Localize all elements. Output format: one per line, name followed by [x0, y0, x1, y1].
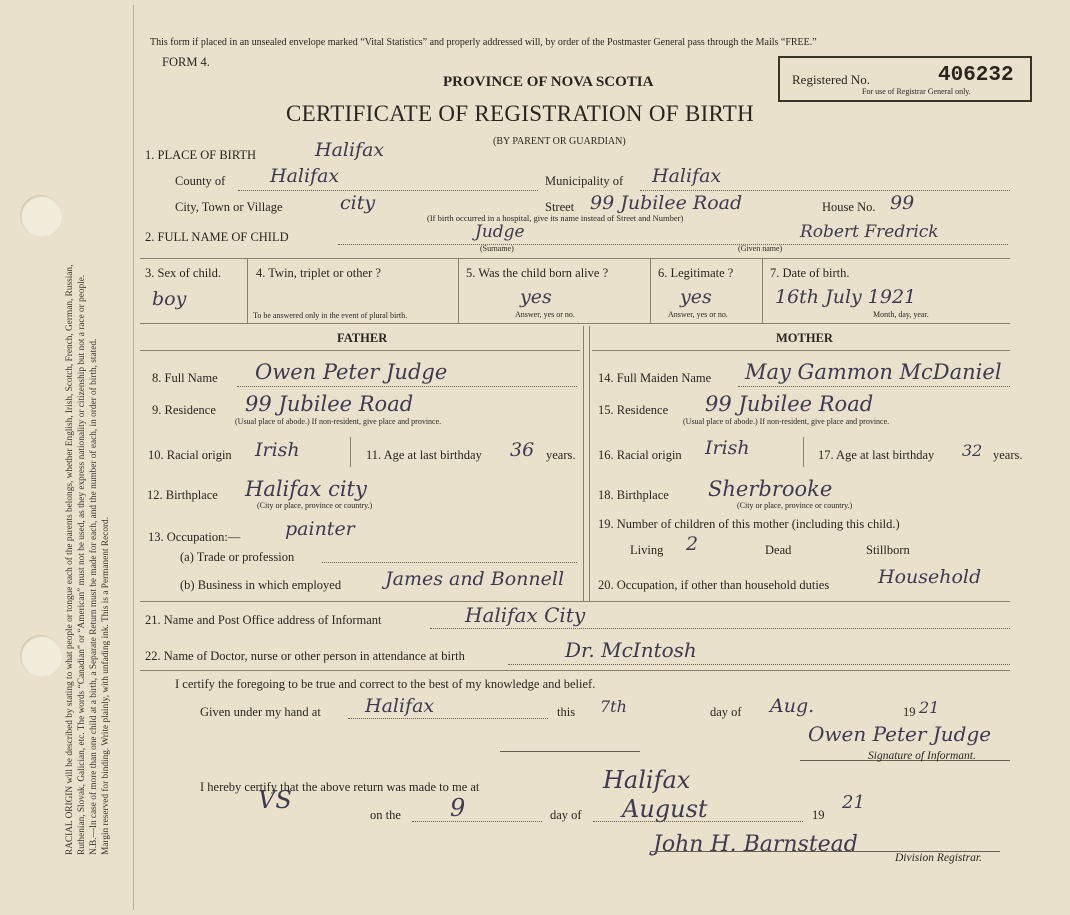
- given-year-value: 21: [919, 698, 940, 717]
- mother-abode-note: (Usual place of abode.) If non-resident, give place and province.: [683, 417, 890, 426]
- registrar-initials: VS: [258, 786, 292, 814]
- legitimate-value: yes: [680, 286, 712, 308]
- postal-note: This form if placed in an unsealed envelope marked “Vital Statistics” and properly addressed will, by order of the Postmaster General pass through the Mails “FREE.”: [150, 37, 817, 48]
- given-under-label: Given under my hand at: [200, 705, 321, 719]
- surname-value: Judge: [475, 222, 525, 242]
- street-value: 99 Jubilee Road: [590, 192, 743, 214]
- stillborn-label: Stillborn: [866, 543, 910, 557]
- mother-residence-label: 15. Residence: [598, 403, 669, 417]
- house-value: 99: [890, 192, 915, 214]
- mother-birthplace-note: (City or place, province or country.): [737, 501, 853, 510]
- registrar-note: For use of Registrar General only.: [862, 87, 971, 96]
- registration-year-value: 21: [842, 792, 865, 813]
- mother-children-label: 19. Number of children of this mother (including this child.): [598, 517, 900, 531]
- mother-heading: MOTHER: [776, 331, 833, 345]
- mother-birthplace-value: Sherbrooke: [708, 477, 833, 501]
- given-name-value: Robert Fredrick: [800, 222, 939, 242]
- registration-year-prefix: 19: [812, 808, 825, 822]
- made-at-value: Halifax: [603, 766, 691, 794]
- mother-occupation-label: 20. Occupation, if other than household duties: [598, 578, 830, 592]
- informant-signature: Owen Peter Judge: [808, 722, 992, 746]
- county-label: County of: [175, 174, 226, 188]
- mother-birthplace-label: 18. Birthplace: [598, 488, 669, 502]
- punch-hole: [20, 195, 62, 237]
- street-label: Street: [545, 200, 575, 214]
- document-subtitle: (BY PARENT OR GUARDIAN): [493, 136, 626, 147]
- mother-residence-value: 99 Jubilee Road: [705, 392, 874, 416]
- father-years: years.: [546, 448, 576, 462]
- given-day-value: 7th: [600, 697, 627, 716]
- margin-note-line: N.B.—In case of more than one child at a birth, a Separate Return must be made for each, and the number of each, in order of birth, stated.: [89, 338, 99, 855]
- place-of-birth-value: Halifax: [315, 139, 385, 161]
- given-year-prefix: 19: [903, 705, 916, 719]
- surname-caption: (Surname): [480, 244, 514, 253]
- margin-note-line: Ruthenian, Slovak, Galician, etc. The words “Canadian” or “American” must not be used, as they express nationality or citizenship but not a race or people.: [77, 274, 87, 855]
- father-birthplace-label: 12. Birthplace: [147, 488, 218, 502]
- dob-value: 16th July 1921: [775, 286, 917, 308]
- mother-race-label: 16. Racial origin: [598, 448, 682, 462]
- father-residence-label: 9. Residence: [152, 403, 216, 417]
- full-name-label: 2. FULL NAME OF CHILD: [145, 230, 289, 244]
- registration-month-value: August: [622, 795, 708, 823]
- legitimate-caption: Answer, yes or no.: [668, 310, 728, 319]
- registration-day-of-label: day of: [550, 808, 582, 822]
- place-of-birth-label: 1. PLACE OF BIRTH: [145, 148, 257, 162]
- sex-value: boy: [152, 288, 187, 310]
- city-label: City, Town or Village: [175, 200, 283, 214]
- hereby-certify-statement: I hereby certify that the above return was made to me at: [200, 780, 480, 794]
- street-note: (If birth occurred in a hospital, give its name instead of Street and Number): [427, 213, 684, 223]
- sex-label: 3. Sex of child.: [145, 266, 222, 280]
- on-the-label: on the: [370, 808, 401, 822]
- father-age-label: 11. Age at last birthday: [366, 448, 482, 462]
- margin-note-line: Margin reserved for binding. Write plainly, with unfading ink. This is a Permanent Record.: [101, 516, 111, 855]
- mother-occupation-value: Household: [878, 566, 982, 588]
- dead-label: Dead: [765, 543, 792, 557]
- father-birthplace-note: (City or place, province or country.): [257, 501, 373, 510]
- mother-name-value: May Gammon McDaniel: [745, 360, 1002, 384]
- given-month-value: Aug.: [770, 695, 815, 717]
- margin-rule: [133, 5, 134, 910]
- living-label: Living: [630, 543, 664, 557]
- father-business-value: James and Bonnell: [385, 568, 565, 590]
- father-residence-value: 99 Jubilee Road: [245, 392, 414, 416]
- father-occupation-value: painter: [285, 518, 355, 540]
- division-registrar-caption: Division Registrar.: [895, 852, 982, 864]
- living-value: 2: [686, 533, 699, 555]
- dob-label: 7. Date of birth.: [770, 266, 850, 280]
- father-business-label: (b) Business in which employed: [180, 578, 342, 592]
- mother-age-value: 32: [962, 441, 983, 460]
- alive-caption: Answer, yes or no.: [515, 310, 575, 319]
- given-day-of-label: day of: [710, 705, 742, 719]
- municipality-value: Halifax: [652, 165, 722, 187]
- alive-label: 5. Was the child born alive ?: [466, 266, 609, 280]
- province-heading: PROVINCE OF NOVA SCOTIA: [443, 74, 654, 90]
- alive-value: yes: [520, 286, 552, 308]
- father-birthplace-value: Halifax city: [245, 477, 367, 501]
- doctor-value: Dr. McIntosh: [565, 638, 697, 662]
- registered-label: Registered No.: [792, 72, 870, 87]
- document-title: CERTIFICATE OF REGISTRATION OF BIRTH: [286, 101, 755, 126]
- mother-age-label: 17. Age at last birthday: [818, 448, 935, 462]
- father-age-value: 36: [510, 439, 535, 461]
- given-at-value: Halifax: [365, 695, 435, 717]
- certify-statement: I certify the foregoing to be true and correct to the best of my knowledge and belief.: [175, 677, 596, 691]
- this-label: this: [557, 705, 576, 719]
- doctor-label: 22. Name of Doctor, nurse or other person in attendance at birth: [145, 649, 465, 663]
- registered-number: 406232: [938, 64, 1014, 87]
- legitimate-label: 6. Legitimate ?: [658, 266, 734, 280]
- informant-label: 21. Name and Post Office address of Informant: [145, 613, 382, 627]
- mother-race-value: Irish: [705, 437, 750, 459]
- father-occupation-label: 13. Occupation:—: [148, 530, 241, 544]
- informant-value: Halifax City: [465, 603, 586, 627]
- county-value: Halifax: [270, 165, 340, 187]
- father-name-label: 8. Full Name: [152, 371, 218, 385]
- mother-years: years.: [993, 448, 1023, 462]
- father-race-value: Irish: [255, 439, 300, 461]
- margin-note: [64, 45, 112, 855]
- form-number: FORM 4.: [162, 55, 210, 69]
- father-trade-label: (a) Trade or profession: [180, 550, 295, 564]
- registration-day-value: 9: [450, 794, 466, 822]
- mother-name-label: 14. Full Maiden Name: [598, 371, 712, 385]
- father-race-label: 10. Racial origin: [148, 448, 232, 462]
- punch-hole: [20, 635, 62, 677]
- signature-caption: Signature of Informant.: [868, 750, 976, 762]
- twin-label: 4. Twin, triplet or other ?: [256, 266, 381, 280]
- registrar-signature: John H. Barnstead: [653, 832, 858, 857]
- father-abode-note: (Usual place of abode.) If non-resident, give place and province.: [235, 417, 442, 426]
- father-name-value: Owen Peter Judge: [255, 360, 448, 384]
- city-value: city: [340, 192, 376, 214]
- margin-note-line: RACIAL ORIGIN will be described by stating to what people or tongue each of the parents belongs, whether English, Irish, Scotch, French, German, Russian,: [65, 264, 75, 855]
- dob-caption: Month, day, year.: [873, 310, 929, 319]
- given-name-caption: (Given name): [738, 244, 783, 253]
- father-heading: FATHER: [337, 331, 388, 345]
- municipality-label: Municipality of: [545, 174, 624, 188]
- twin-note: To be answered only in the event of plural birth.: [253, 311, 408, 320]
- house-label: House No.: [822, 200, 876, 214]
